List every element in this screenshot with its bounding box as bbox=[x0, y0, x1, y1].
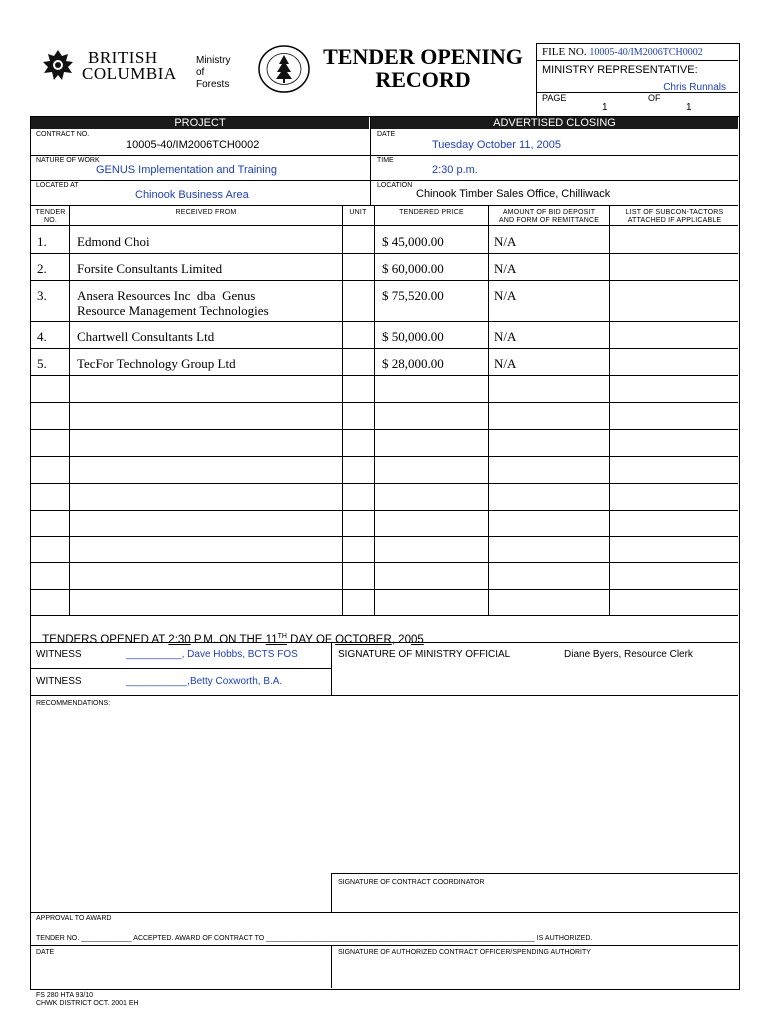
location-label: LOCATION bbox=[377, 182, 413, 189]
col-bid-deposit-1: AMOUNT OF BID DEPOSIT bbox=[502, 209, 596, 216]
ministry-line2: of bbox=[196, 67, 205, 78]
file-no-value[interactable]: 10005-40/IM2006TCH0002 bbox=[589, 47, 703, 58]
of-value[interactable]: 1 bbox=[686, 102, 692, 113]
tendered-price: $ 60,000.00 bbox=[382, 261, 444, 276]
col-tender-no-2: NO. bbox=[43, 217, 58, 224]
recommendations-label: RECOMMENDATIONS: bbox=[36, 700, 111, 707]
date-value[interactable]: Tuesday October 11, 2005 bbox=[432, 139, 562, 151]
approval-label: APPROVAL TO AWARD bbox=[36, 915, 112, 922]
col-subcon-1: LIST OF SUBCON-TACTORS bbox=[625, 209, 724, 216]
received-from: TecFor Technology Group Ltd bbox=[77, 356, 236, 371]
opened-day-sup: TH bbox=[277, 633, 287, 640]
nature-of-work-label: NATURE OF WORK bbox=[36, 157, 100, 164]
nature-of-work-value[interactable]: GENUS Implementation and Training bbox=[96, 164, 277, 176]
recommendations-area[interactable] bbox=[31, 710, 737, 872]
col-tendered-price: TENDERED PRICE bbox=[399, 209, 464, 216]
col-tender-no-1: TENDER bbox=[35, 209, 66, 216]
opened-text-4: , 20 bbox=[391, 633, 411, 646]
approval-line[interactable]: TENDER NO. _____________ ACCEPTED. AWARD OF CONTRACT TO _____________________________________________________________________ IS AUTHORIZED. bbox=[36, 935, 593, 942]
time-label: TIME bbox=[377, 157, 394, 164]
form-title bbox=[316, 45, 530, 91]
bid-deposit: N/A bbox=[494, 234, 517, 249]
time-value[interactable]: 2:30 p.m. bbox=[432, 164, 478, 176]
ministry-line3: Forests bbox=[196, 79, 230, 90]
tendered-price: $ 75,520.00 bbox=[382, 288, 444, 303]
witness-1-label: WITNESS bbox=[36, 649, 82, 660]
opened-month[interactable]: OCTOBER bbox=[335, 633, 392, 646]
tender-no: 1. bbox=[37, 234, 47, 249]
opened-time[interactable]: 2:30 bbox=[168, 633, 191, 646]
received-from: Edmond Choi bbox=[77, 234, 150, 249]
tender-no: 3. bbox=[37, 288, 47, 303]
received-from: Forsite Consultants Limited bbox=[77, 261, 223, 276]
advertised-closing-header: ADVERTISED CLOSING bbox=[371, 117, 738, 129]
witness-1-value[interactable]: __________, Dave Hobbs, BCTS FOS bbox=[126, 649, 298, 660]
located-at-value[interactable]: Chinook Business Area bbox=[135, 189, 249, 201]
bc-crest-icon bbox=[38, 48, 78, 84]
col-subcon-2: ATTACHED IF APPLICABLE bbox=[627, 217, 722, 224]
opened-text-2: P.M. ON THE bbox=[190, 633, 266, 646]
ministry-line1: Ministry bbox=[196, 55, 231, 66]
opened-day-wrap[interactable] bbox=[266, 634, 287, 646]
received-from: Ansera Resources Inc dba Genus bbox=[77, 288, 256, 303]
form-footer bbox=[36, 992, 139, 1008]
location-value[interactable]: Chinook Timber Sales Office, Chilliwack bbox=[416, 188, 611, 200]
located-at-label: LOCATED AT bbox=[36, 182, 79, 189]
ministry-rep-label: MINISTRY REPRESENTATIVE: bbox=[542, 64, 698, 76]
col-bid-deposit bbox=[489, 209, 609, 225]
file-no bbox=[542, 46, 703, 58]
tender-no: 4. bbox=[37, 329, 47, 344]
signature-coordinator-label: SIGNATURE OF CONTRACT COORDINATOR bbox=[338, 879, 485, 886]
col-subcontractors bbox=[611, 209, 738, 225]
of-label: OF bbox=[648, 93, 661, 103]
opened-day: 11 bbox=[265, 633, 278, 646]
page-label: PAGE bbox=[542, 93, 567, 103]
bc-logo-line1: BRITISH bbox=[88, 48, 158, 67]
col-tender-no bbox=[31, 209, 70, 225]
opened-text-3: DAY OF bbox=[286, 633, 336, 646]
footer-line2: CHWK DISTRICT OCT. 2001 EH bbox=[36, 1000, 139, 1007]
signature-authority-label: SIGNATURE OF AUTHORIZED CONTRACT OFFICER/SPENDING AUTHORITY bbox=[338, 949, 591, 956]
bid-deposit: N/A bbox=[494, 288, 517, 303]
received-from-line2: Resource Management Technologies bbox=[77, 303, 269, 318]
bid-deposit: N/A bbox=[494, 329, 517, 344]
opened-year[interactable]: 05 bbox=[410, 633, 424, 646]
tendered-price: $ 45,000.00 bbox=[382, 234, 444, 249]
col-received-from: RECEIVED FROM bbox=[175, 209, 237, 216]
signature-official-value[interactable]: Diane Byers, Resource Clerk bbox=[564, 649, 693, 660]
ministry-rep-value[interactable]: Chris Runnals bbox=[663, 82, 726, 93]
contract-no-label: CONTRACT NO. bbox=[36, 131, 90, 138]
bid-deposit: N/A bbox=[494, 261, 517, 276]
tendered-price: $ 28,000.00 bbox=[382, 356, 444, 371]
title-line2: RECORD bbox=[375, 67, 471, 92]
bc-logo bbox=[38, 48, 188, 86]
col-unit: UNIT bbox=[349, 209, 367, 216]
ministry-label bbox=[196, 55, 230, 91]
project-section-header: PROJECT bbox=[31, 117, 369, 129]
tender-no: 2. bbox=[37, 261, 47, 276]
page-value[interactable]: 1 bbox=[602, 102, 608, 113]
received-from: Chartwell Consultants Ltd bbox=[77, 329, 215, 344]
date-label: DATE bbox=[377, 131, 396, 138]
contract-no-value[interactable]: 10005-40/IM2006TCH0002 bbox=[126, 139, 260, 151]
footer-line1: FS 280 HTA 93/10 bbox=[36, 992, 94, 999]
forests-seal bbox=[257, 44, 311, 94]
tender-no: 5. bbox=[37, 356, 47, 371]
bc-logo-line2: COLUMBIA bbox=[82, 64, 177, 83]
opened-text-1: TENDERS OPENED AT bbox=[42, 633, 169, 646]
date-approval-label: DATE bbox=[36, 949, 55, 956]
tendered-price: $ 50,000.00 bbox=[382, 329, 444, 344]
file-no-label: FILE NO. bbox=[542, 46, 587, 58]
witness-2-label: WITNESS bbox=[36, 676, 82, 687]
title-line1: TENDER OPENING bbox=[323, 44, 523, 69]
seal-icon bbox=[257, 44, 311, 94]
col-bid-deposit-2: AND FORM OF REMITTANCE bbox=[498, 217, 600, 224]
witness-2-value[interactable]: ___________,Betty Coxworth, B.A. bbox=[126, 676, 283, 687]
bid-deposit: N/A bbox=[494, 356, 517, 371]
signature-official-label: SIGNATURE OF MINISTRY OFFICIAL bbox=[338, 649, 511, 660]
